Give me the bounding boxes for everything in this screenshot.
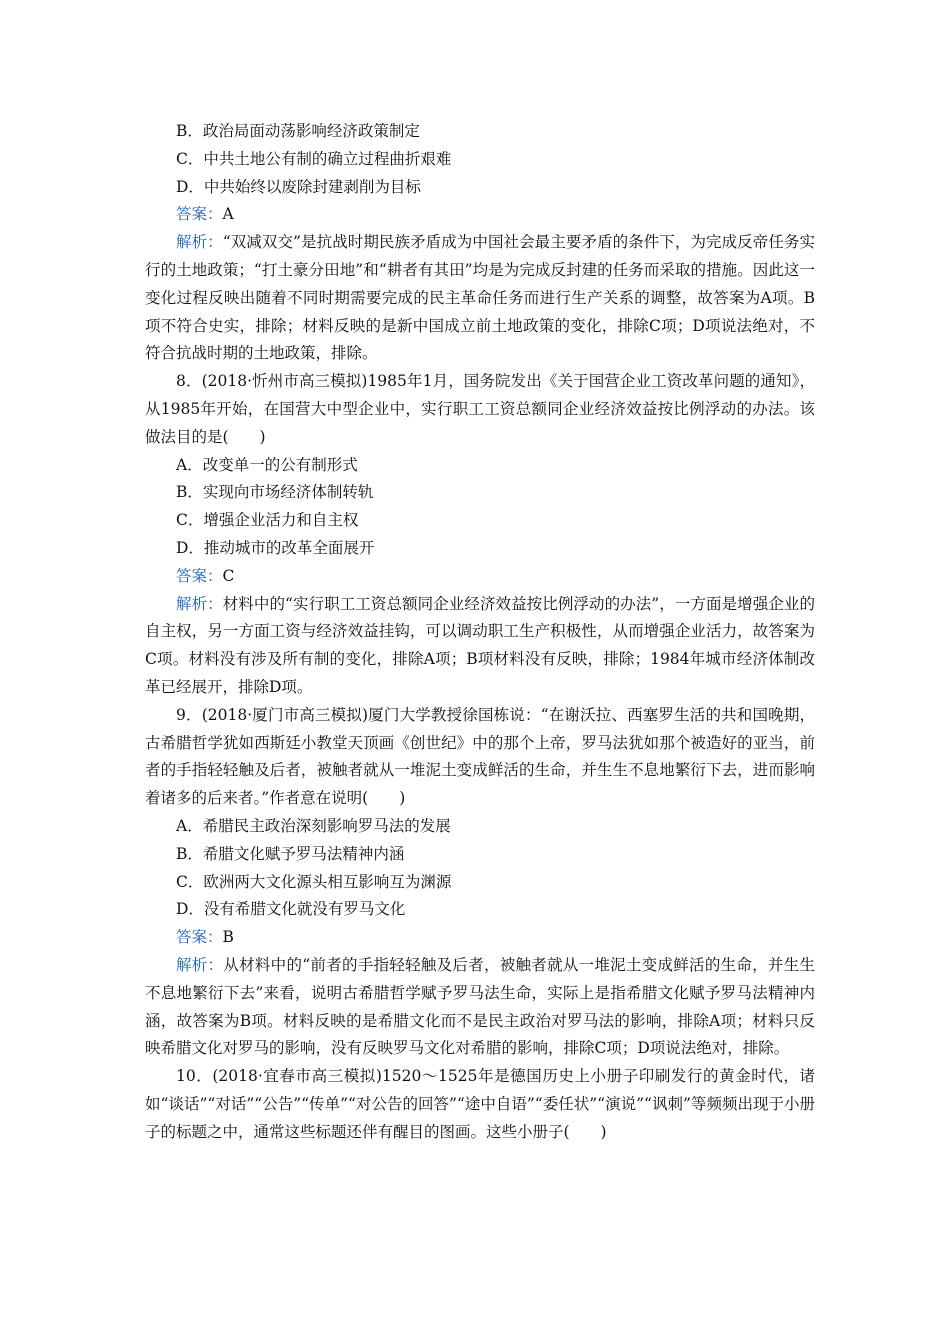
option-a: A．希腊民主政治深刻影响罗马法的发展 [176,816,451,835]
answer-value: A [222,205,234,224]
analysis-paragraph [145,591,815,702]
option-c: C．中共土地公有制的确立过程曲折艰难 [176,149,452,168]
analysis-label: 解析： [176,955,224,974]
answer-label: 答案： [176,566,223,585]
question-8 [145,368,815,702]
analysis-label: 解析： [176,594,223,613]
option-d: D．推动城市的改革全面展开 [176,538,375,557]
answer-line [145,201,815,229]
document-page [145,118,815,1146]
answer-line [145,563,815,591]
option-b: B．希腊文化赋予罗马法精神内涵 [176,844,405,863]
question-7-tail [145,118,815,368]
question-stem: 8．(2018·忻州市高三模拟)1985年1月，国务院发出《关于国营企业工资改革问题的通知》，从1985年开始，在国营大中型企业中，实行职工工资总额同企业经济效益按比例浮动的办法。该做法目的是( ) [145,372,815,446]
question-stem: 10．(2018·宜春市高三模拟)1520～1525年是德国历史上小册子印刷发行的黄金时代，诸如“谈话”“对话”“公告”“传单”“对公告的回答”“途中自语”“委任状”“演说”“讽刺”等频频出现于小册子的标题之中，通常这些标题还伴有醒目的图画。这些小册子( ) [145,1067,815,1141]
analysis-text: 材料中的“实行职工工资总额同企业经济效益按比例浮动的办法”，一方面是增强企业的自主权，另一方面工资与经济效益挂钩，可以调动职工生产积极性，从而增强企业活力，故答案为C项。材料没有涉及所有制的变化，排除A项；B项材料没有反映，排除；1984年城市经济体制改革已经展开，排除D项。 [145,594,815,696]
analysis-text: “双减双交”是抗战时期民族矛盾成为中国社会最主要矛盾的条件下，为完成反帝任务实行的土地政策；“打土豪分田地”和“耕者有其田”均是为完成反封建的任务而采取的措施。因此这一变化过程反映出随着不同时期需要完成的民主革命任务而进行生产关系的调整，故答案为A项。B项不符合史实，排除；材料反映的是新中国成立前土地政策的变化，排除C项；D项说法绝对，不符合抗战时期的土地政策，排除。 [145,233,815,363]
option-d: D．中共始终以废除封建剥削为目标 [176,177,421,196]
question-stem: 9．(2018·厦门市高三模拟)厦门大学教授徐国栋说：“在谢沃拉、西塞罗生活的共和国晚期，古希腊哲学犹如西斯廷小教堂天顶画《创世纪》中的那个上帝，罗马法犹如那个被造好的亚当，前者的手指轻轻触及后者，被触者就从一堆泥土变成鲜活的生命，并生生不息地繁衍下去，进而影响着诸多的后来者。”作者意在说明( ) [145,705,815,808]
option-c: C．欧洲两大文化源头相互影响互为渊源 [176,872,452,891]
analysis-text: 从材料中的“前者的手指轻轻触及后者，被触者就从一堆泥土变成鲜活的生命，并生生不息地繁衍下去”来看，说明古希腊哲学赋予罗马法生命，实际上是指希腊文化赋予罗马法精神内涵，故答案为B项。材料反映的是希腊文化而不是民主政治对罗马法的影响，排除A项；材料只反映希腊文化对罗马的影响，没有反映罗马文化对希腊的影响，排除C项；D项说法绝对，排除。 [145,955,815,1058]
option-b: B．政治局面动荡影响经济政策制定 [176,122,420,140]
analysis-label: 解析： [176,233,223,252]
option-c: C．增强企业活力和自主权 [176,511,359,530]
answer-value: C [222,566,235,585]
option-d: D．没有希腊文化就没有罗马文化 [176,900,406,919]
question-10 [145,1063,815,1146]
answer-value: B [222,928,234,947]
analysis-paragraph [145,952,815,1063]
analysis-paragraph [145,229,815,368]
answer-line [145,924,815,952]
question-9 [145,702,815,1063]
answer-label: 答案： [176,928,223,947]
option-b: B．实现向市场经济体制转轨 [176,483,374,502]
answer-label: 答案： [176,205,223,224]
option-a: A．改变单一的公有制形式 [176,455,358,474]
